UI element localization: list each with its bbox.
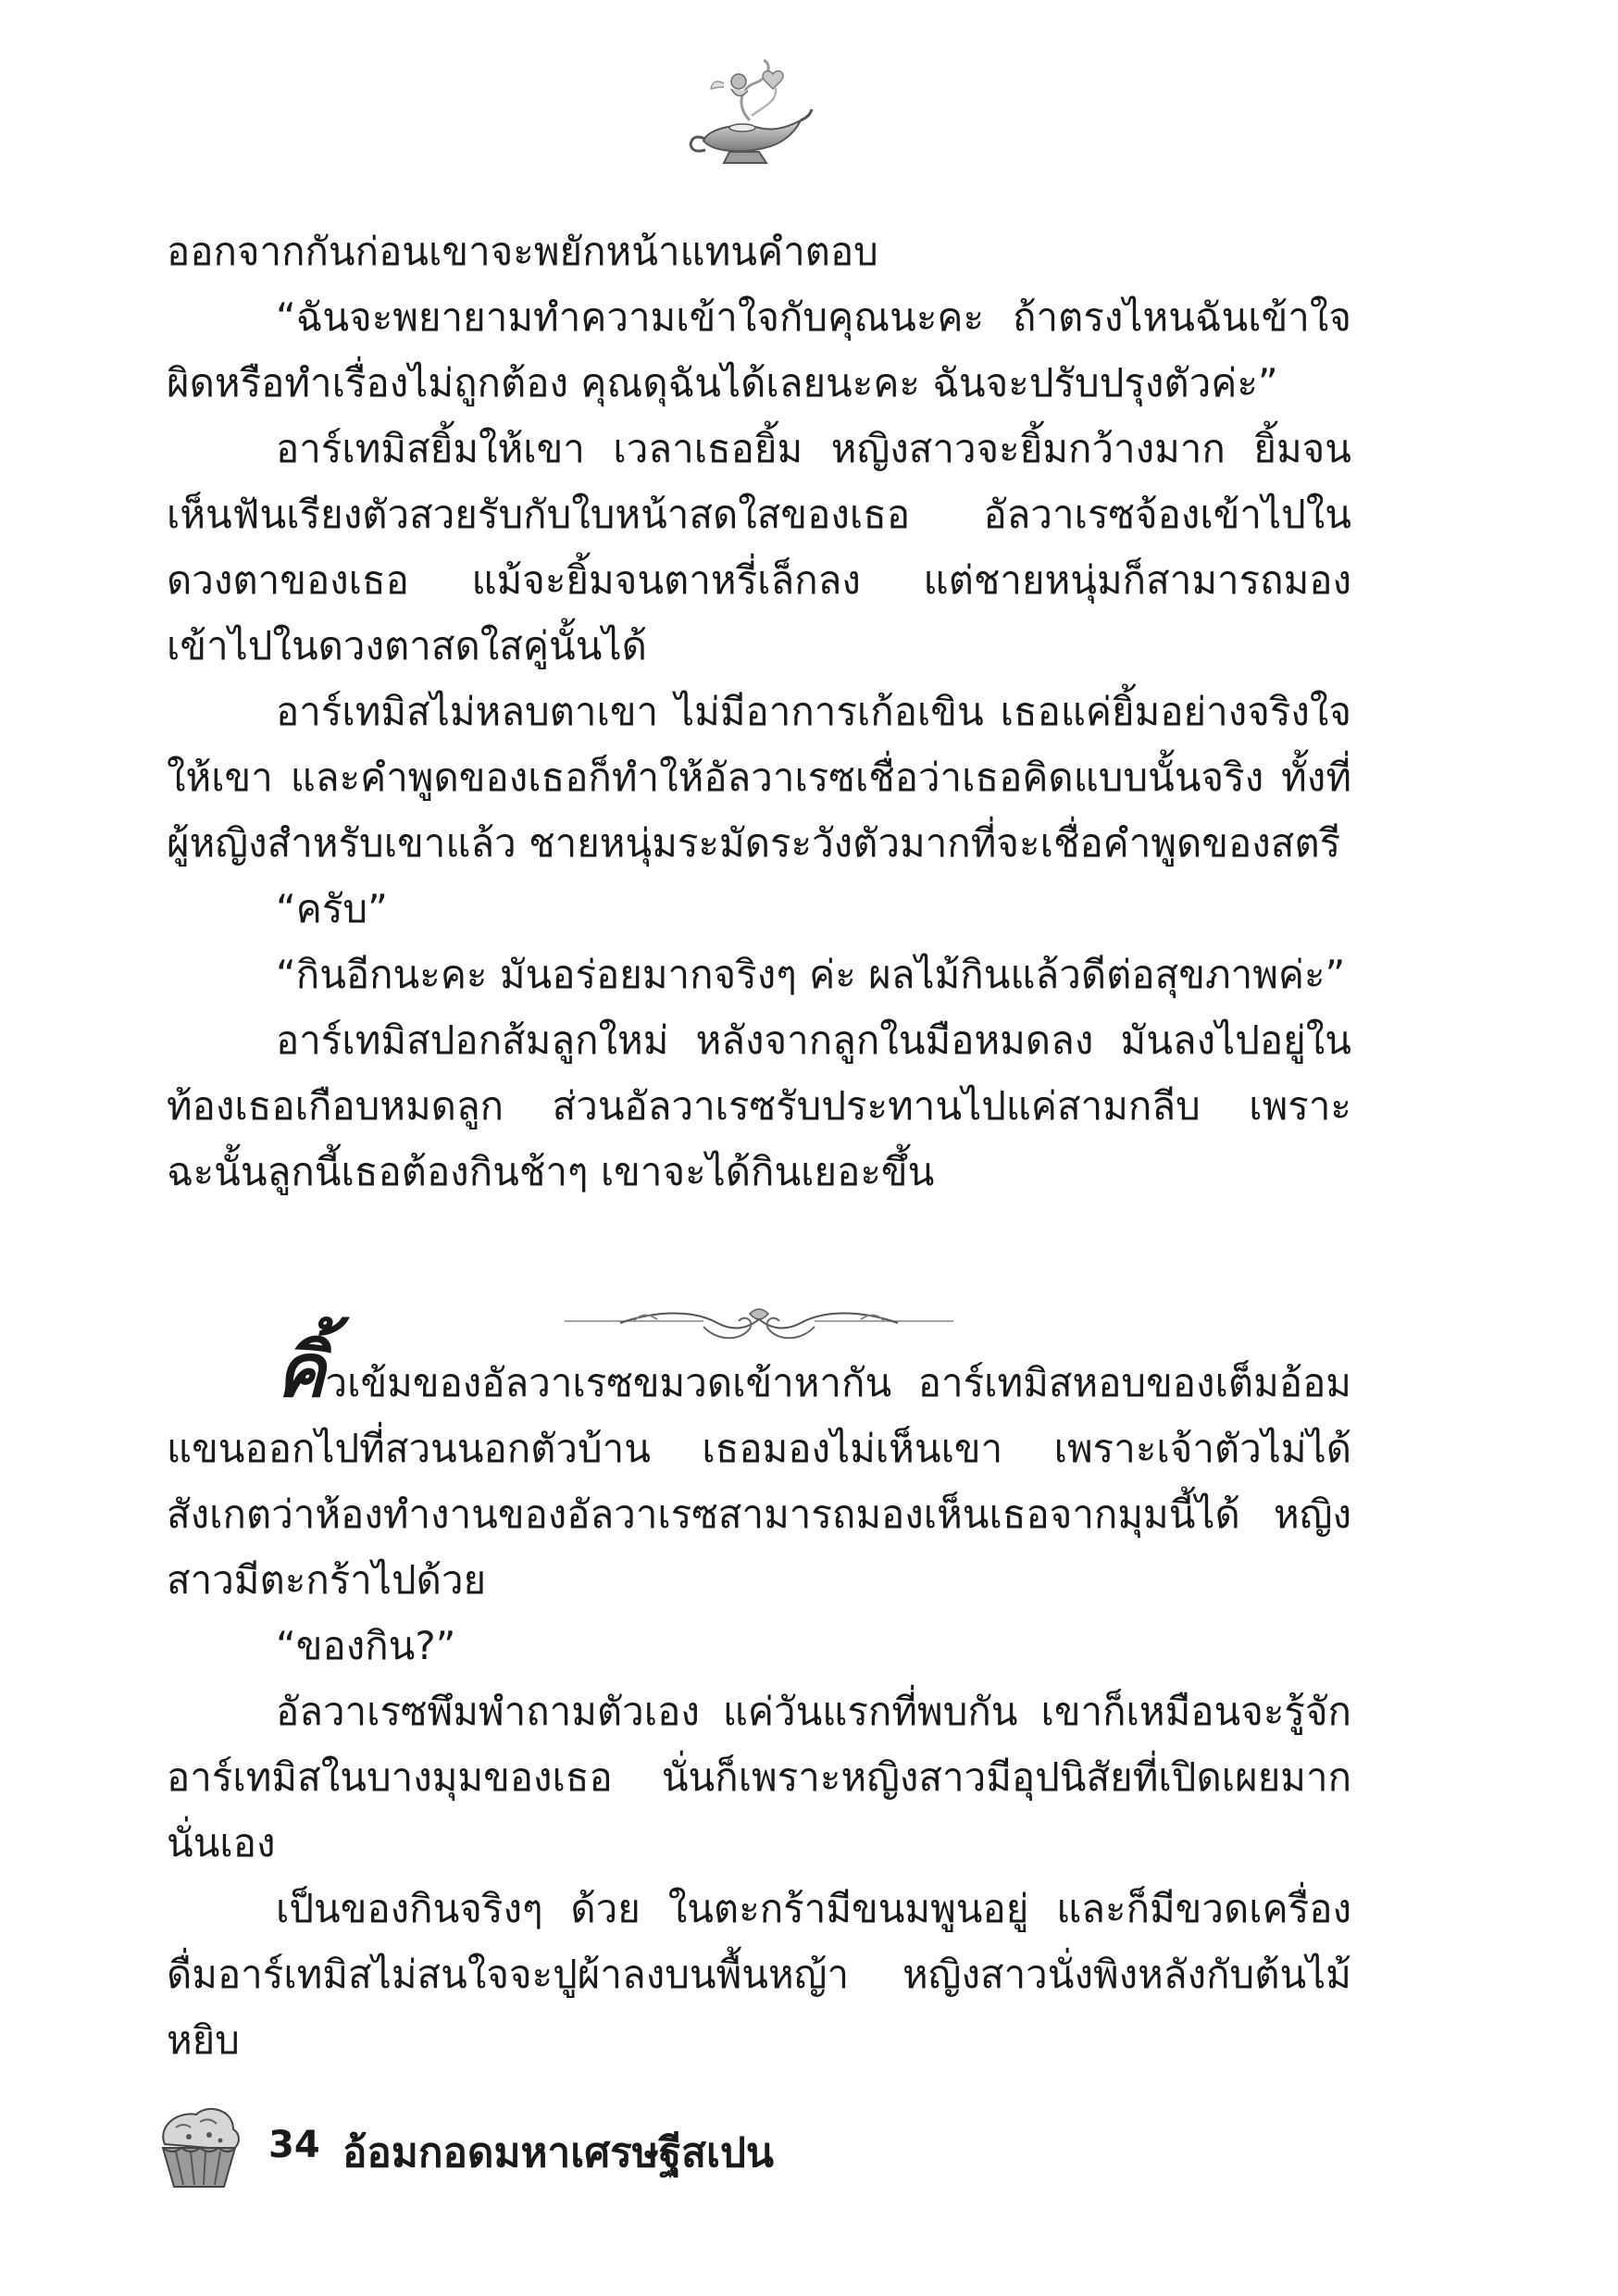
page-footer (148, 2100, 1166, 2192)
book-title: อ้อมกอดมหาเศรษฐีสเปน (342, 2129, 774, 2177)
paragraph-text: วเข้มของอัลวาเรซขมวดเข้าหากัน อาร์เทมิสหอบของเต็มอ้อมแขนออกไปที่สวนนอกตัวบ้าน เธอมองไม่เห็นเขา เพราะเจ้าตัวไม่ได้สังเกตว่าห้องทำงานของอัลวาเรซสามารถมองเห็นเธอจากมุมนี้ได้ หญิงสาวมีตะกร้าไปด้วย (167, 1360, 1351, 1603)
cupcake-icon (148, 2100, 250, 2192)
paragraph: อาร์เทมิสไม่หลบตาเขา ไม่มีอาการเก้อเขิน เธอแค่ยิ้มอย่างจริงใจให้เขา และคำพูดของเธอก็ทำให้อัลวาเรซเชื่อว่าเธอคิดแบบนั้นจริง ทั้งที่ผู้หญิงสำหรับเขาแล้ว ชายหนุ่มระมัดระวังตัวมากที่จะเชื่อคำพูดของสตรี (167, 689, 1351, 866)
paragraph: “ของกิน?” (276, 1623, 456, 1668)
paragraph: เป็นของกินจริงๆ ด้วย ในตะกร้ามีขนมพูนอยู่ และก็มีขวดเครื่องดื่มอาร์เทมิสไม่สนใจจะปูผ้าลงบนพื้นหญ้า หญิงสาวนั่งพิงหลังกับต้นไม้ หยิบ (167, 1886, 1351, 2063)
body-text-bottom (167, 1328, 1351, 2073)
paragraph-with-dropcap (167, 1328, 1351, 1613)
scroll-flourish-divider-icon (565, 1301, 953, 1347)
paragraph: ออกจากกันก่อนเขาจะพยักหน้าแทนคำตอบ (167, 229, 878, 274)
body-text-top (167, 218, 1351, 1204)
drop-cap: คิ้ (276, 1328, 326, 1414)
paragraph: อัลวาเรซพึมพำถามตัวเอง แค่วันแรกที่พบกัน เขาก็เหมือนจะรู้จักอาร์เทมิสในบางมุมของเธอ นั่นก็เพราะหญิงสาวมีอุปนิสัยที่เปิดเผยมากนั่นเอง (167, 1689, 1351, 1866)
paragraph: “ครับ” (276, 886, 388, 931)
paragraph: “กินอีกนะคะ มันอร่อยมากจริงๆ ค่ะ ผลไม้กินแล้วดีต่อสุขภาพค่ะ” (276, 952, 1346, 997)
paragraph: อาร์เทมิสปอกส้มลูกใหม่ หลังจากลูกในมือหมดลง มันลงไปอยู่ในท้องเธอเกือบหมดลูก ส่วนอัลวาเรซรับประทานไปแค่สามกลีบ เพราะฉะนั้นลูกนี้เธอต้องกินช้าๆ เขาจะได้กินเยอะขึ้น (167, 1017, 1351, 1194)
page-number: 34 (268, 2124, 320, 2166)
paragraph: “ฉันจะพยายามทำความเข้าใจกับคุณนะคะ ถ้าตรงไหนฉันเข้าใจผิดหรือทำเรื่องไม่ถูกต้อง คุณดุฉันได้เลยนะคะ ฉันจะปรับปรุงตัวค่ะ” (167, 294, 1351, 406)
paragraph: อาร์เทมิสยิ้มให้เขา เวลาเธอยิ้ม หญิงสาวจะยิ้มกว้างมาก ยิ้มจนเห็นฟันเรียงตัวสวยรับกับใบหน้าสดใสของเธอ อัลวาเรซจ้องเข้าไปในดวงตาของเธอ แม้จะยิ้มจนตาหรี่เล็กลง แต่ชายหนุ่มก็สามารถมองเข้าไปในดวงตาสดใสคู่นั้นได้ (167, 426, 1351, 668)
genie-lamp-cupid-icon (685, 56, 815, 176)
